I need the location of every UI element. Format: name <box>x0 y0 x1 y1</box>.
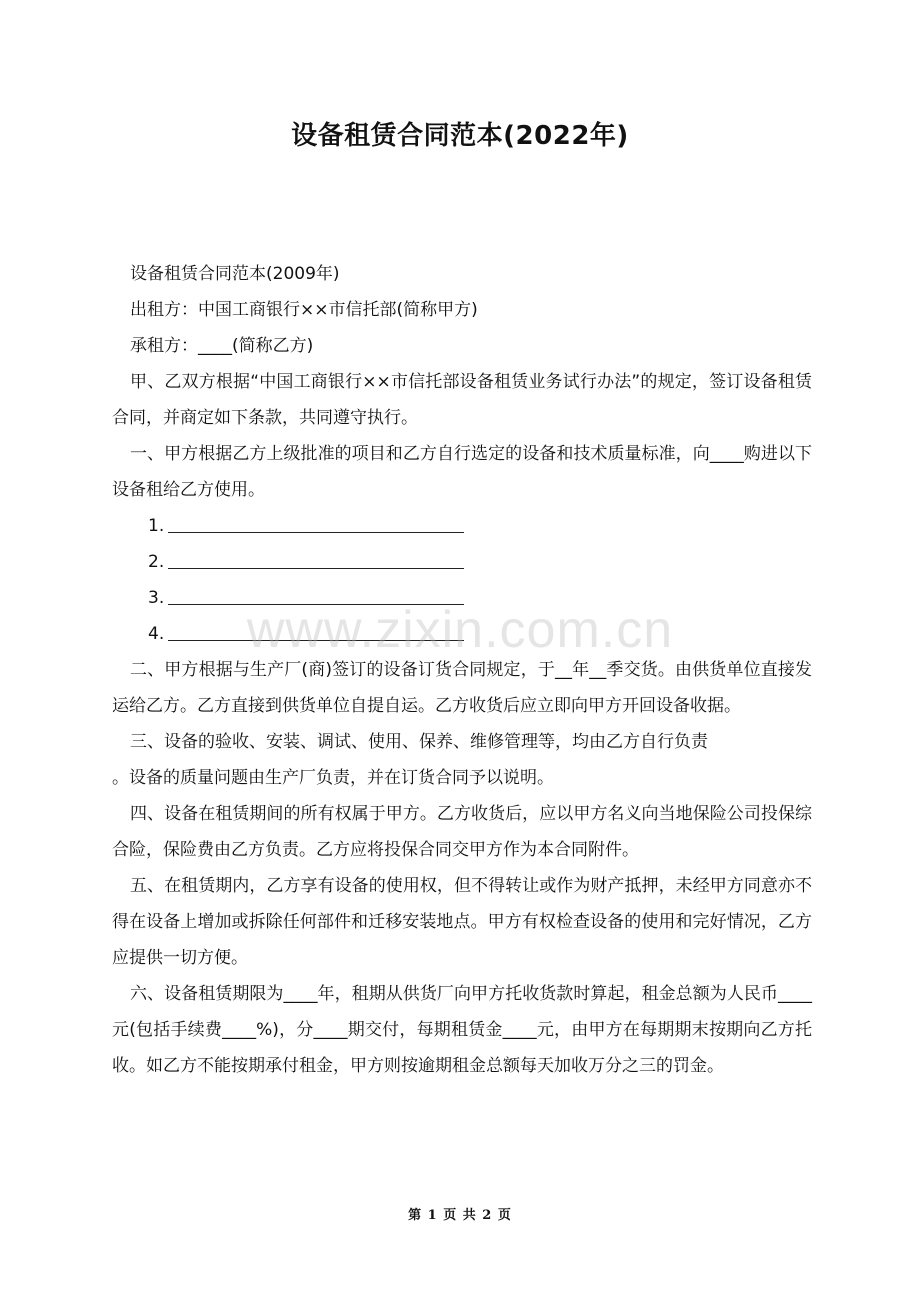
clause-2-paragraph: 二、甲方根据与生产厂(商)签订的设备订货合同规定，于__年__季交货。由供货单位直接发运给乙方。乙方直接到供货单位自提自运。乙方收货后应立即向甲方开回设备收据。 <box>112 660 812 716</box>
clause-4-paragraph: 四、设备在租赁期间的所有权属于甲方。乙方收货后，应以甲方名义向当地保险公司投保综合险，保险费由乙方负责。乙方应将投保合同交甲方作为本合同附件。 <box>112 804 812 860</box>
document-title: 设备租赁合同范本(2022年) <box>291 121 629 151</box>
equipment-item <box>112 616 812 652</box>
lessee-paragraph: 承租方：____(简称乙方) <box>130 336 314 356</box>
preamble-paragraph: 甲、乙双方根据“中国工商银行××市信托部设备租赁业务试行办法”的规定，签订设备租赁合同，并商定如下条款，共同遵守执行。 <box>112 372 812 428</box>
subtitle-paragraph: 设备租赁合同范本(2009年) <box>130 264 340 284</box>
fill-in-blank-line <box>168 531 464 533</box>
fill-in-blank-line <box>168 603 464 605</box>
equipment-item <box>112 580 812 616</box>
equipment-item-number: 4. <box>148 624 165 644</box>
equipment-item <box>112 544 812 580</box>
page-footer: 第 1 页 共 2 页 <box>408 1208 512 1223</box>
document-body <box>112 256 812 1084</box>
equipment-item-number: 2. <box>148 552 165 572</box>
fill-in-blank-line <box>168 567 464 569</box>
equipment-item <box>112 508 812 544</box>
clause-3-paragraph-line1: 三、设备的验收、安装、调试、使用、保养、维修管理等，均由乙方自行负责 <box>130 732 708 752</box>
equipment-item-number: 1. <box>148 516 165 536</box>
watermark: www.zixin.com.cn <box>246 601 674 659</box>
equipment-item-number: 3. <box>148 588 165 608</box>
clause-5-paragraph: 五、在租赁期内，乙方享有设备的使用权，但不得转让或作为财产抵押，未经甲方同意亦不得在设备上增加或拆除任何部件和迁移安装地点。甲方有权检查设备的使用和完好情况，乙方应提供一切方便。 <box>112 876 812 968</box>
clause-6-paragraph: 六、设备租赁期限为____年，租期从供货厂向甲方托收货款时算起，租金总额为人民币____元(包括手续费____%)，分____期交付，每期租赁金____元，由甲方在每期期末按期向乙方托收。如乙方不能按期承付租金，甲方则按逾期租金总额每天加收万分之三的罚金。 <box>112 984 812 1076</box>
clause-3-paragraph-line2: 。设备的质量问题由生产厂负责，并在订货合同予以说明。 <box>112 768 554 788</box>
lessor-paragraph: 出租方：中国工商银行××市信托部(简称甲方) <box>130 300 478 320</box>
clause-1-paragraph: 一、甲方根据乙方上级批准的项目和乙方自行选定的设备和技术质量标准，向____购进以下设备租给乙方使用。 <box>112 444 812 500</box>
fill-in-blank-line <box>168 639 464 641</box>
